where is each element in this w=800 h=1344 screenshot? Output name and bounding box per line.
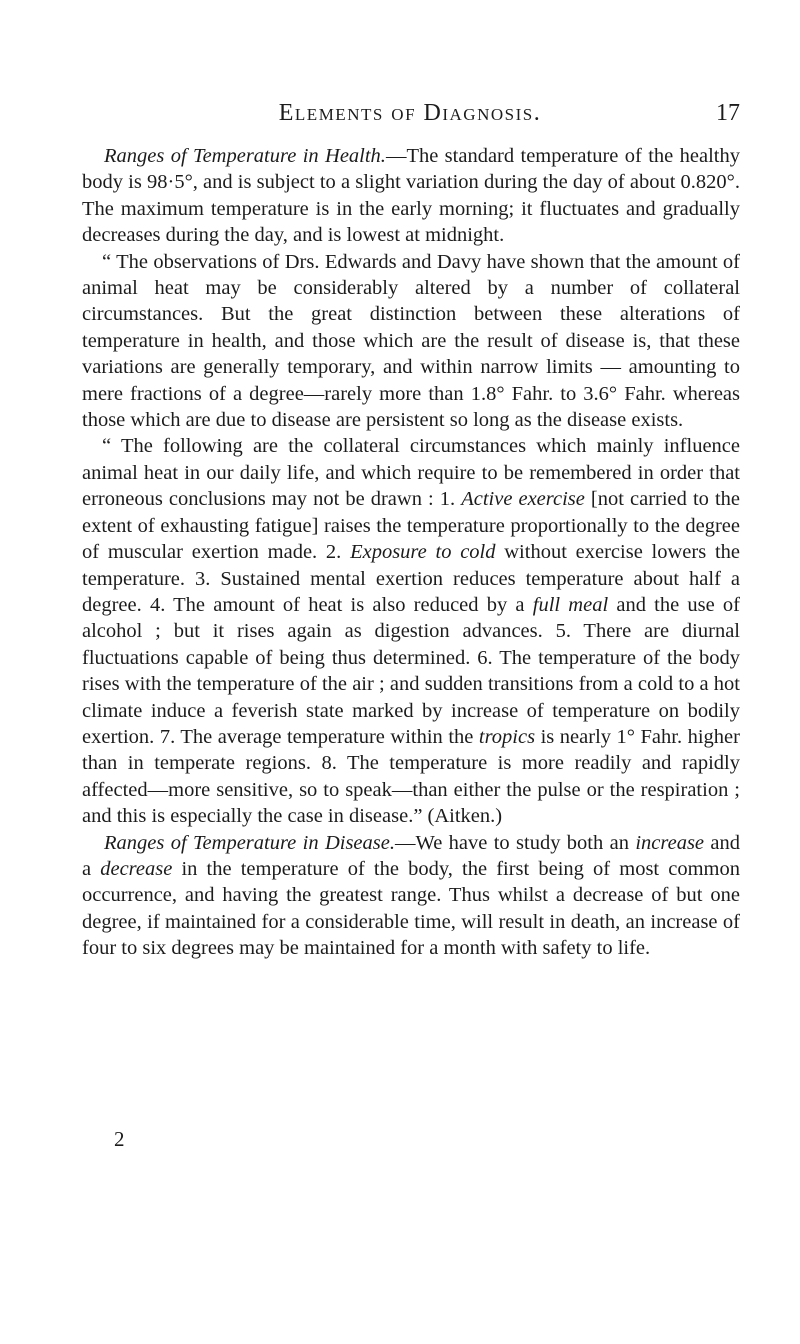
- body-text: [82, 143, 740, 962]
- item7-text: is nearly 1° Fahr. higher than in temperate regions. 8. The temperature is more readily and rapidly affected—more sensitive, so to speak—than either the pulse or the respiration ; and this is especially the case in disease.” (Aitken.): [82, 725, 740, 828]
- running-head-title: Elements of Diagnosis.: [278, 100, 542, 126]
- disease-text-b: and a: [82, 831, 740, 880]
- quote-1-text: “ The observations of Drs. Edwards and Davy have shown that the amount of animal heat may be considerably altered by a number of collateral circumstances. But the great distinction between these alterations of temperature in health, and those which are the result of disease is, that these variations are generally temporary, and within narrow limits — amounting to mere fractions of a degree—rarely more than 1.8° Fahr. to 3.6° Fahr. whereas those which are due to disease are persistent so long as the disease exists.: [82, 250, 740, 432]
- signature-mark: 2: [114, 1127, 125, 1151]
- paragraph-health: [82, 143, 740, 249]
- quote-2-intro: “ The following are the collateral circumstances which mainly influence animal heat in our daily life, and which require to be remembered in order that erroneous conclusions may not be drawn : 1.: [82, 435, 740, 511]
- health-text: —The standard temperature of the healthy body is 98·5°, and is subject to a slight variation during the day of about 0.820°. The maximum temperature is in the early morning; it fluctuates and gradually decreases during the day, and is lowest at midnight.: [82, 145, 740, 247]
- disease-text-a: —We have to study both an: [394, 831, 636, 854]
- full-meal-term: full meal: [532, 593, 609, 616]
- item2-text: without exercise lowers the temperature. 3. Sustained mental exertion reduces temperature about half a degree. 4. The amount of heat is also reduced by a: [82, 541, 741, 616]
- paragraph-quote-2: [82, 433, 740, 829]
- item4-text: and the use of alcohol ; but it rises again as digestion advances. 5. There are diurnal fluctuations capable of being thus determined. 6. The temperature of the body rises with the temperature of the air ; and sudden transitions from a cold to a hot climate induce a feverish state marked by increase of temperature on bodily exertion. 7. The average temperature within the: [82, 593, 740, 748]
- page-number: 17: [716, 100, 740, 126]
- item1-text: [not carried to the extent of exhausting fatigue] raises the temperature proportionally to the degree of muscular exertion made. 2.: [82, 488, 740, 564]
- disease-text-c: in the temperature of the body, the first being of most common occurrence, and having the greatest range. Thus whilst a decrease of but one degree, if maintained for a considerable time, will result in death, an increase of four to six degrees may be maintained for a month with safety to life.: [82, 857, 740, 960]
- exposure-to-cold-term: Exposure to cold: [350, 541, 496, 564]
- increase-term: increase: [635, 831, 705, 854]
- running-head: [80, 100, 740, 136]
- decrease-term: decrease: [100, 857, 173, 880]
- paragraph-quote-1: [82, 249, 740, 434]
- tropics-term: tropics: [478, 725, 536, 748]
- active-exercise-term: Active exercise: [461, 488, 585, 511]
- heading-ranges-disease: Ranges of Temperature in Disease.: [104, 831, 395, 854]
- paragraph-disease: [82, 830, 740, 962]
- heading-ranges-health: Ranges of Temperature in Health.: [104, 145, 386, 167]
